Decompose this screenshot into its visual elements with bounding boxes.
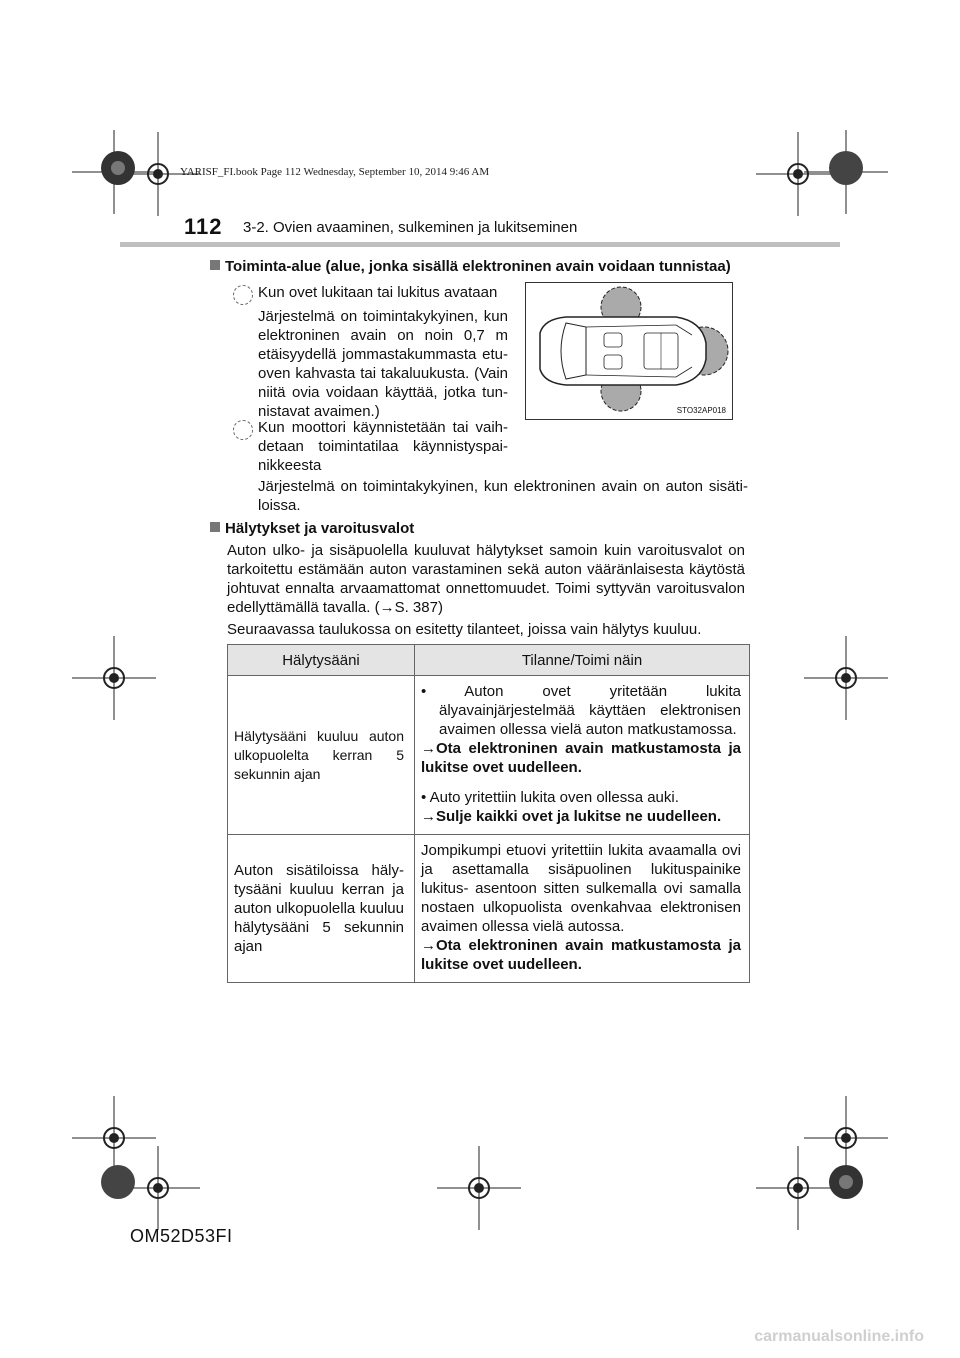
action-text: →Ota elektroninen avain matkustamosta ja lukitse ovet uudelleen.	[421, 937, 741, 973]
item-text: Järjestelmä on toimintakykyinen, kun elektroninen avain on noin 0,7 m etäisyydellä jommastakummasta etu- oven kahvasta tai takaluukusta. (Vain niitä ovia voidaan käyttää, jotka tun- nistavat avaimen.)	[258, 308, 508, 420]
car-detection-figure	[525, 282, 733, 420]
header-rule	[120, 242, 840, 247]
action-text: →Ota elektroninen avain matkustamosta ja lukitse ovet uudelleen.	[421, 740, 741, 776]
table-header-cell: Tilanne/Toimi näin	[415, 645, 750, 676]
section-heading	[210, 258, 731, 275]
section-heading	[210, 520, 414, 537]
square-bullet-icon	[210, 522, 220, 532]
watermark: carmanualsonline.info	[754, 1328, 924, 1345]
item-text: Järjestelmä on toimintakykyinen, kun elektroninen avain on auton sisäti- loissa.	[258, 478, 748, 514]
car-top-view-icon	[526, 283, 732, 419]
section-heading-text: Toiminta-alue (alue, jonka sisällä elektroninen avain voidaan tunnistaa)	[225, 258, 731, 275]
section-heading-text: Hälytykset ja varoitusvalot	[225, 520, 415, 537]
square-bullet-icon	[210, 260, 220, 270]
book-info-line: YARISF_FI.book Page 112 Wednesday, September 10, 2014 9:46 AM	[180, 166, 490, 178]
crop-mark-icon	[437, 1146, 521, 1230]
manual-code: OM52D53FI	[130, 1226, 233, 1246]
situation-text: • Auton ovet yritetään lukita älyavainjärjestelmää käyttäen elektronisen avaimen ollessa vielä auton matkustamossa.	[421, 683, 741, 738]
situation-cell	[415, 835, 750, 983]
situation-cell	[415, 676, 750, 835]
alarm-cell: Hälytysääni kuuluu auton ulkopuolelta kerran 5 sekunnin ajan	[228, 676, 415, 835]
detection-area-icon	[233, 285, 253, 305]
action-text: →Sulje kaikki ovet ja lukitse ne uudelleen.	[421, 808, 722, 825]
registration-target-icon	[828, 1164, 864, 1200]
alarm-table	[227, 644, 750, 983]
registration-target-icon	[100, 150, 136, 186]
paragraph: Auton ulko- ja sisäpuolella kuuluvat hälytykset samoin kuin varoitusvalot on tarkoitettu estämään auton varastaminen sekä auton vääränlaisesta käytöstä johtuvat ennalta arvaamattomat onnettomuudet. Toimi syttyvän varoitusvalon edellyttämällä tavalla. (→S. 387)	[227, 542, 745, 616]
table-header-cell: Hälytysääni	[228, 645, 415, 676]
figure-label: STO32AP018	[676, 406, 726, 415]
table-row	[228, 835, 750, 983]
chapter-title: 3-2. Ovien avaaminen, sulkeminen ja lukitseminen	[243, 219, 578, 236]
crop-mark-icon	[804, 636, 888, 720]
registration-target-icon	[100, 1164, 136, 1200]
detection-area-icon	[233, 420, 253, 440]
item-title: Kun moottori käynnistetään tai vaih- detaan toimintatilaa käynnistyspai- nikkeesta	[258, 419, 508, 474]
situation-text: • Auto yritettiin lukita oven ollessa auki.	[421, 789, 679, 806]
page-number: 112	[184, 214, 223, 239]
crop-mark-icon	[72, 636, 156, 720]
situation-text: Jompikumpi etuovi yritettiin lukita avaamalla ovi ja asettamalla sisäpuolinen lukituspainike lukitus- asentoon sitten sulkemalla ovi samalla nostaen ulkopuolista ovenkahvaa elektronisen avaimen ollessa vielä autossa.	[421, 842, 741, 935]
paragraph: Seuraavassa taulukossa on esitetty tilanteet, joissa vain hälytys kuuluu.	[227, 621, 702, 638]
alarm-cell: Auton sisätiloissa häly- tysääni kuuluu kerran ja auton ulkopuolella kuuluu hälytysääni 5 sekunnin ajan	[228, 835, 415, 983]
table-row	[228, 676, 750, 835]
item-title: Kun ovet lukitaan tai lukitus avataan	[258, 284, 498, 301]
registration-target-icon	[828, 150, 864, 186]
table-header-row	[228, 645, 750, 676]
